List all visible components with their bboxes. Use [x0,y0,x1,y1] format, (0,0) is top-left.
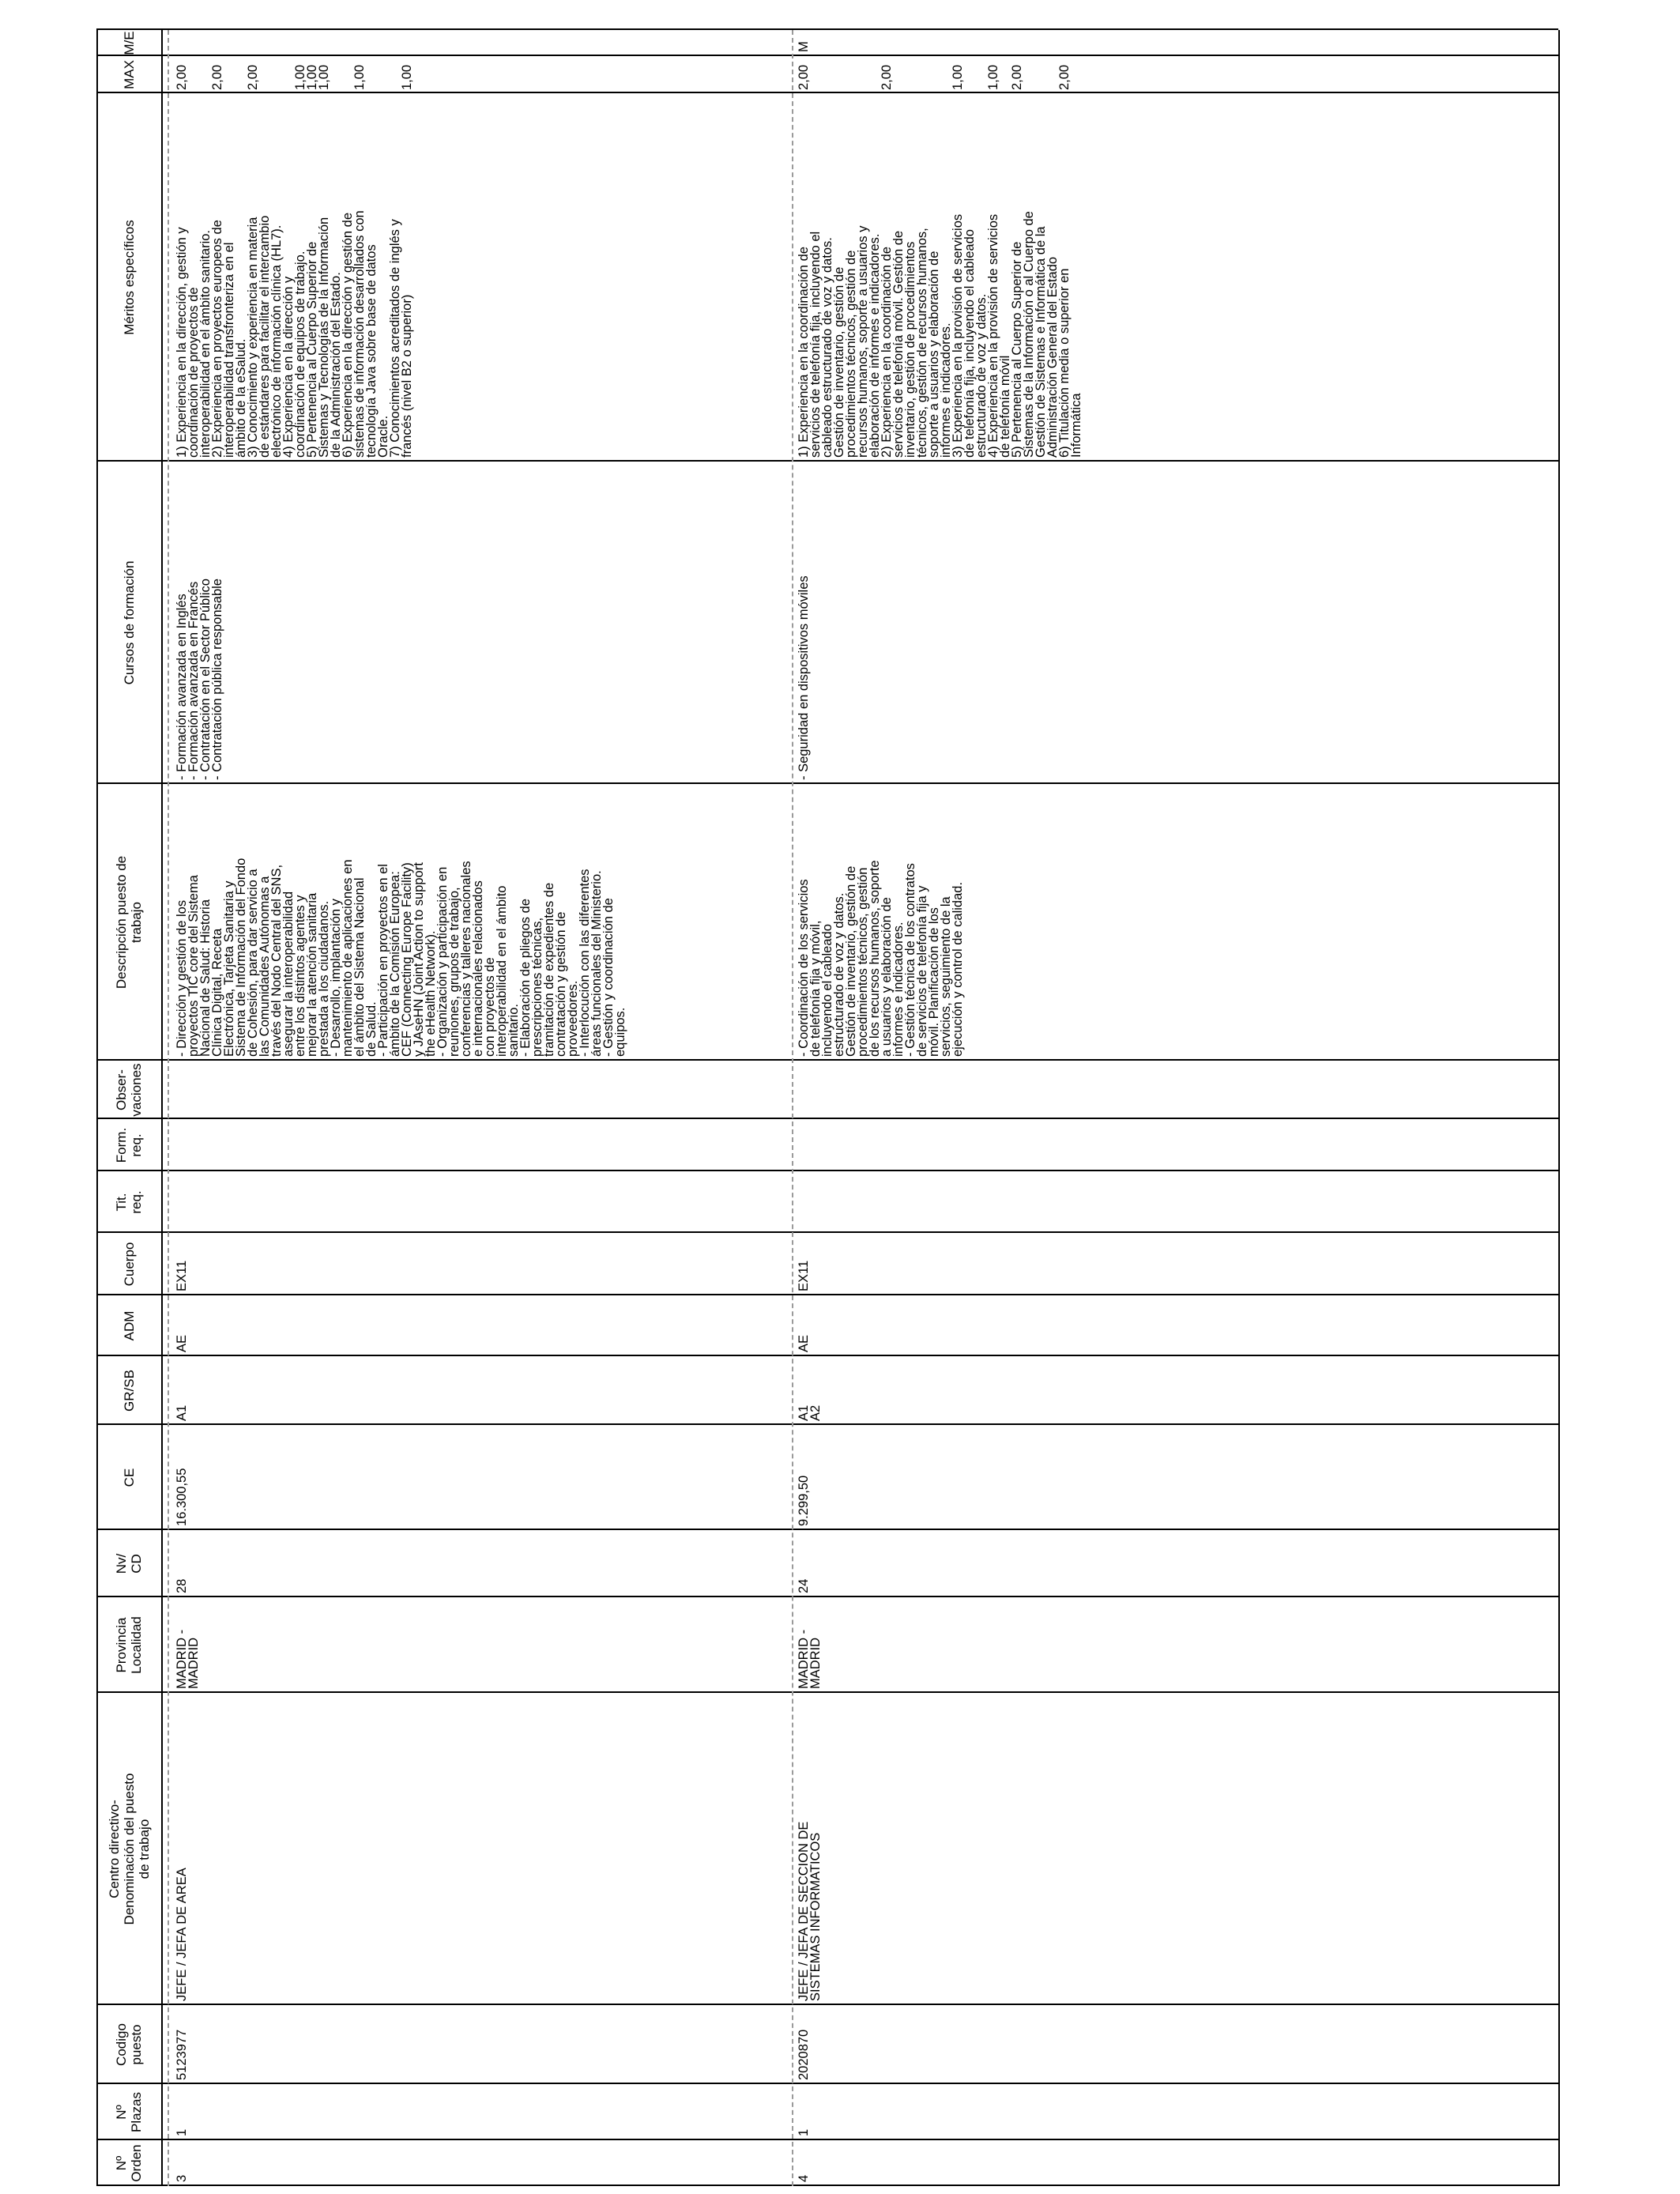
descripcion-line: tramitación de expedientes de [542,882,556,1057]
max-score: 2,00 [246,64,260,90]
descripcion-line: incluyendo el cableado [820,924,834,1057]
descripcion-line: prescripciones técnicas, [530,917,544,1057]
me-value: M [797,41,811,52]
descripcion-line: servicios, seguimiento de la [939,896,953,1057]
row-rule [1558,30,1560,2186]
plazas-value: 1 [797,2128,811,2136]
cell-nivel [798,1532,810,1593]
merit-line: interoperabilidad transfronteriza en el [222,242,236,458]
descripcion-line: el ámbito del Sistema Nacional [352,877,367,1057]
merit-line: 2) Experiencia en proyectos europeos de [210,220,224,458]
cursos-line: - Contratación en el Sector Público [198,579,213,780]
merit-line: 6) Experiencia en la dirección y gestión de [341,212,355,458]
cell-meritos [798,96,1083,458]
column-rule [96,1355,1558,1356]
cell-cuerpo [798,1235,810,1291]
merit-line: interoperabilidad en el ámbito sanitario. [198,229,213,458]
merit-line: de telefonía fija, incluyendo el cableado [962,229,977,458]
merit-line: Administración General del Estado [1045,256,1060,458]
descripcion-line: ejecución y control de calidad. [951,881,965,1057]
orden-value: 4 [797,2174,811,2182]
grupo-line: A1 [797,1404,811,1421]
row-rule [161,30,163,2186]
descripcion-line: Gestión de inventario, gestión de [844,865,858,1057]
header-cursos: Cursos de formación [121,560,137,685]
descripcion-line: - Coordinación de los servicios [797,879,811,1057]
max-score [846,58,857,90]
descripcion-line: de servicios de telefonía fija y [915,885,929,1057]
cell-me [798,32,810,52]
merit-line: Oracle. [376,415,390,458]
max-score [834,58,846,90]
cell-adm [798,1298,810,1352]
merit-line: de la Administración del Estado. [329,272,343,458]
max-score: 1,00 [293,64,307,90]
row-rule [96,30,98,2186]
descripcion-line: Nacional de Salud: Historia [198,899,213,1057]
column-rule [96,2004,1558,2005]
merit-line: técnicos, gestión de recursos humanos, [915,228,929,458]
cell-nivel [176,1532,188,1593]
grupo-line: A1 [175,1404,189,1421]
max-score: 2,00 [210,64,224,90]
nivel-value: 28 [175,1578,189,1593]
max-score: 1,00 [352,64,367,90]
column-rule [96,460,1558,462]
merit-line: 3) Conocimiento y experiencia en materia [246,217,260,458]
merit-line: recursos humanos, soporte a usuarios y [856,225,870,458]
descripcion-line: ámbito de la Comisión Europea: [388,871,402,1057]
merit-line: procedimientos técnicos, gestión de [844,250,858,458]
max-score [929,58,940,90]
max-score: 1,00 [400,64,414,90]
merit-line: informes e indicadores. [939,322,953,458]
descripcion-line: las Comunidades Autónomas a [258,876,272,1057]
max-score: 2,00 [797,64,811,90]
column-rule [96,1691,1558,1693]
provincia-line: MADRID - [175,1629,189,1689]
column-rule [96,1170,1558,1171]
descripcion-line: - Gestión y coordinación de [601,898,616,1057]
cuerpo-value: EX11 [797,1260,811,1291]
max-score [188,58,200,90]
cell-ce [176,1427,188,1526]
max-score [330,58,342,90]
max-score [810,58,822,90]
column-rule [96,2185,1558,2186]
cell-grupo [176,1359,188,1421]
centro-line: SISTEMAS INFORMATICOS [808,1832,823,2001]
header-descripcion: Descripción puesto de trabajo [114,855,144,990]
column-rule [96,1294,1558,1295]
merit-line: servicios de telefonía fija, incluyendo el [808,231,823,458]
header-centro: Centro directivo- Denominación del puesto de trabajo [106,1773,152,1925]
adm-value: AE [175,1334,189,1352]
max-score [857,58,869,90]
cell-cursos [798,464,810,780]
descripcion-line: entre los distintos agentes y [293,895,307,1057]
header-me: M/E [121,31,137,55]
merit-line: soporte a usuarios y elaboración de [927,251,941,458]
codigo-value: 5123977 [175,2029,189,2080]
descripcion-line: Sistema de Información del Fondo [234,858,248,1057]
descripcion-line: de Salud. [364,1001,379,1057]
merit-line: elaboración de informes e indicadores. [868,233,882,458]
descripcion-line: mejorar la atención sanitaria [305,892,319,1057]
max-score: 2,00 [1057,64,1072,90]
provincia-line: MADRID [186,1637,201,1689]
cell-ce [798,1427,810,1526]
max-score [893,58,905,90]
descripcion-line: - Elaboración de pliegos de [518,899,533,1057]
merit-line: sistemas de información desarrollados con [352,210,367,458]
descripcion-line: asegurar la interoperabilidad [281,891,296,1057]
max-score: 2,00 [880,64,894,90]
merit-line: 1) Experiencia en la coordinación de [797,247,811,458]
header-codigo: Codigo puesto [114,2023,144,2066]
merit-line: 1) Experiencia en la dirección, gestión y [175,227,189,458]
descripcion-line: - Desarrollo, implantación y [329,899,343,1057]
column-rule [96,782,1558,784]
descripcion-line: - Organización y participación en [435,866,450,1057]
merit-line: Gestión de Sistemas e Informática de la [1034,226,1048,458]
column-rule [96,2139,1558,2140]
max-score [822,58,834,90]
max-score: 2,00 [1010,64,1024,90]
cell-orden [798,2143,810,2182]
header-formacion: Form. req. [114,1127,144,1163]
descripcion-line: áreas funcionales del Ministerio. [590,870,604,1057]
merit-line: estructurado de voz y datos. [974,293,989,458]
ce-value: 16.300,55 [175,1468,189,1526]
descripcion-line: prestada a los ciudadanos. [317,900,331,1057]
cursos-line: - Formación avanzada en Francés [186,581,201,780]
cell-provincia [176,1600,200,1689]
cell-meritos [176,96,413,458]
centro-line: JEFE / JEFA DE SECCION DE [797,1821,811,2001]
descripcion-line: equipos. [613,1007,627,1057]
descripcion-line: - Gestión técnica de los contratos [903,863,917,1057]
provincia-line: MADRID - [797,1629,811,1689]
descripcion-line: estructurado de voz y datos. [832,892,846,1057]
header-grupo: GR/SB [121,1370,137,1412]
column-rule [96,1231,1558,1233]
cell-descripcion [176,786,627,1057]
descripcion-line: interoperabilidad en el ámbito [495,885,509,1057]
max-score [1035,58,1047,90]
header-observaciones: Obser- vaciones [114,1063,144,1117]
merit-line: 4) Experiencia en la dirección y [281,276,296,458]
max-score: 1,00 [986,64,1000,90]
ce-value: 9.299,50 [797,1475,811,1526]
grupo-line: A2 [808,1404,823,1421]
row-separator [168,30,169,2186]
merit-line: de telefonía móvil [998,355,1012,458]
max-score: 2,00 [175,64,189,90]
column-rule [96,1118,1558,1119]
orden-value: 3 [175,2174,189,2182]
descripcion-line: - Interlocución con las diferentes [578,869,592,1057]
max-score [1023,58,1035,90]
cell-codigo [798,2007,810,2080]
header-orden: Nº Orden [114,2144,144,2182]
column-rule [96,55,1558,56]
descripcion-line: de los recursos humanos, soporte [868,860,882,1057]
cell-provincia [798,1600,822,1689]
codigo-value: 2020870 [797,2029,811,2080]
merit-line: 5) Pertenencia al Cuerpo Superior de [1010,241,1024,458]
header-provincia: Provincia Localidad [114,1616,144,1674]
merit-line: coordinación de proyectos de [186,287,201,458]
cell-cursos [176,464,224,780]
descripcion-line: sanitario. [507,1004,521,1057]
cell-descripcion [798,786,964,1057]
cell-max [176,58,413,90]
cell-centro [176,1695,188,2001]
descripcion-line: a usuarios y elaboración de [880,897,894,1057]
column-rule [96,1529,1558,1530]
header-cuerpo: Cuerpo [121,1242,137,1287]
max-score: 1,00 [951,64,965,90]
row-separator [792,30,793,2186]
descripcion-line: informes e indicadores. [891,922,906,1057]
header-ce: CE [121,1468,137,1487]
descripcion-line: - Dirección y gestión de los [175,899,189,1057]
descripcion-line: procedimientos técnicos, gestión [856,867,870,1057]
descripcion-line: reuniones, grupos de trabajo, [447,887,461,1057]
merit-line: 2) Experiencia en la coordinación de [880,247,894,458]
descripcion-line: e internacionales relacionados [471,880,485,1057]
column-rule [96,92,1558,93]
cursos-line: - Contratación pública responsable [210,579,224,780]
cell-max [798,58,1083,90]
descripcion-line: proyectos TIC core del Sistema [186,875,201,1057]
max-score [905,58,917,90]
header-max: MAX [121,60,137,89]
header-meritos: Méritos específicos [121,220,137,335]
cursos-line: - Seguridad en dispositivos móviles [797,575,811,780]
plazas-value: 1 [175,2128,189,2136]
merit-line: 3) Experiencia en la provisión de servicios [951,213,965,458]
descripcion-line: móvil. Planificación de los [927,907,941,1057]
merit-line: 5) Pertenencia al Cuerpo Superior de [305,241,319,458]
max-score [378,58,390,90]
descripcion-line: través del Nodo Central del SNS, [269,864,284,1057]
column-rule [96,28,1558,30]
merit-line: 4) Experiencia en la provisión de servicios [986,213,1000,458]
max-score [1071,58,1083,90]
max-score [917,58,929,90]
descripcion-line: - Participación en proyectos en el [376,864,390,1057]
cell-orden [176,2143,188,2182]
descripcion-line: mantenimiento de aplicaciones en [341,859,355,1057]
descripcion-line: conferencias y talleres nacionales [459,861,473,1057]
cell-adm [176,1298,188,1352]
header-plazas: Nº Plazas [114,2091,144,2133]
descripcion-line: y JAseHN (Joint Action to support [412,862,426,1057]
max-score [366,58,378,90]
descripcion-line: proveedores. [566,980,580,1057]
merit-line: 7) Conocimientos acreditados de inglés y [388,219,402,458]
column-rule [96,1596,1558,1597]
header-adm: ADM [121,1310,137,1341]
merit-line: Sistemas y Tecnologías de la Información [317,217,331,458]
header-titulacion: Tit. req. [114,1190,144,1214]
merit-line: cableado estructurado de voz y datos. [820,237,834,458]
merit-line: tecnología Java sobre base de datos [364,244,379,458]
merit-line: ámbito de la eSalud. [234,338,248,458]
vacancy-table [96,30,1558,2186]
column-rule [96,1423,1558,1425]
max-score [964,58,976,90]
max-score [224,58,235,90]
adm-value: AE [797,1334,811,1352]
merit-line: coordinación de equipos de trabajo. [293,251,307,458]
cursos-line: - Formación avanzada en Inglés [175,594,189,780]
descripcion-line: Clínica Digital, Receta [210,928,224,1057]
descripcion-line: CEF (Connecting Europe Facility) [400,862,414,1057]
column-rule [96,1059,1558,1061]
provincia-line: MADRID [808,1637,823,1689]
merit-line: francés (nivel B2 o superior) [400,294,414,458]
merit-line: de estándares para facilitar el intercambio [258,215,272,458]
descripcion-line: the eHealth Network). [424,930,438,1057]
max-score: 1,00 [317,64,331,90]
merit-line: servicios de telefonía móvil. Gestión de [891,230,906,458]
cell-grupo [798,1359,822,1421]
merit-line: Informática [1069,393,1083,458]
nivel-value: 24 [797,1578,811,1593]
merit-line: Gestión de inventario, gestión de [832,266,846,458]
cuerpo-value: EX11 [175,1260,189,1291]
cell-plazas [176,2087,188,2136]
max-score: 1,00 [305,64,319,90]
cell-plazas [798,2087,810,2136]
descripcion-line: de Cohesión, para dar servicio a [246,869,260,1057]
descripcion-line: Electrónica, Tarjeta Sanitaria y [222,880,236,1057]
max-score [259,58,271,90]
cell-centro [798,1695,822,2001]
merit-line: 6) Titulación media o superior en [1057,268,1072,458]
descripcion-line: de telefonía fija y móvil, [808,920,823,1057]
merit-line: Sistemas de la Información o al Cuerpo de [1022,211,1036,458]
cell-cuerpo [176,1235,188,1291]
header-nivel: Nv/ CD [114,1553,144,1574]
merit-line: electrónico de información clínica (HL7). [269,224,284,458]
cell-codigo [176,2007,188,2080]
descripcion-line: con proyectos de [483,957,497,1057]
max-score [271,58,283,90]
merit-line: inventario, gestión de procedimientos [903,241,917,458]
column-rule [96,2083,1558,2084]
centro-line: JEFE / JEFA DE AREA [175,1868,189,2001]
descripcion-line: contratación y gestión de [554,911,568,1057]
